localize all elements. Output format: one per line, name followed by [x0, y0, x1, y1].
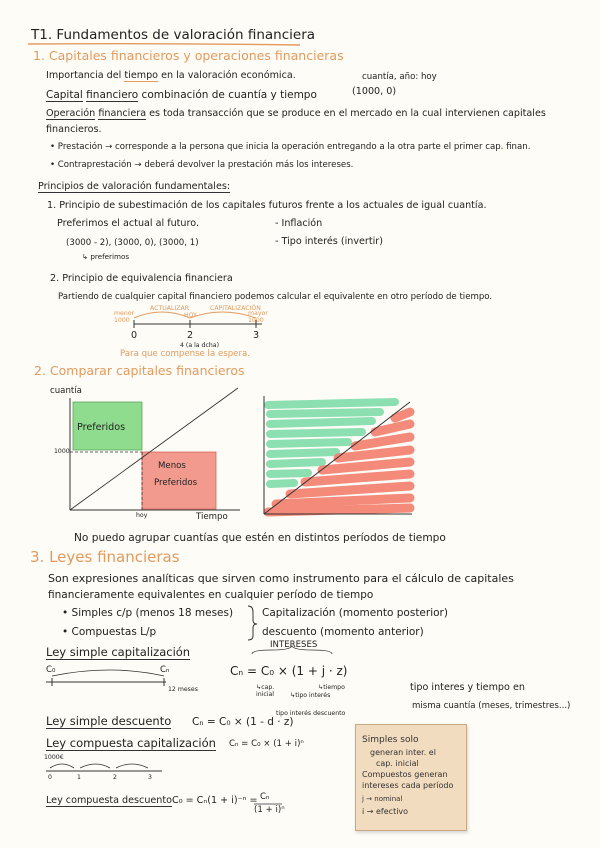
line-capital: Capital financiero combinación de cuantía y tiempo — [46, 89, 317, 101]
right-note-1: tipo interes y tiempo en — [410, 682, 525, 693]
f-tiempo: ↳tiempo — [318, 684, 345, 691]
principle-1-title: 1. Principio de subestimación de los capitales futuros frente a los actuales de igual cuantía. — [47, 200, 487, 211]
leyes-desc-1: Son expresiones analíticas que sirven como instrumento para el cálculo de capitales — [48, 572, 514, 585]
frac-den: (1 + i)ⁿ — [254, 805, 285, 815]
ley-simple-cap-title: Ley simple capitalización — [46, 645, 191, 659]
tl-hoy: HOY — [184, 312, 197, 319]
lcc-tick-3: 3 — [148, 774, 152, 781]
section-3-heading: 3. Leyes financieras — [30, 548, 180, 566]
bullet-compuestas: • Compuestas L/p — [62, 626, 157, 638]
scribble-chart — [264, 396, 412, 514]
axis-1000: 1000 — [54, 448, 70, 455]
formula-compuesta-cap: Cₙ = C₀ × (1 + i)ⁿ — [229, 739, 304, 749]
lsc-cn: Cₙ — [160, 665, 170, 675]
line-operacion: Operación financiera es toda transacción que se produce en el mercado en la cual intervienen capitales — [46, 108, 546, 119]
label-menos-preferidos: Preferidos — [154, 478, 198, 488]
tl-caption: Para que compense la espera. — [120, 349, 250, 359]
section-1-heading: 1. Capitales financieros y operaciones financieras — [33, 48, 344, 63]
intereses-label: INTERESES — [270, 640, 318, 650]
right-note-2: misma cuantía (meses, trimestres...) — [412, 701, 571, 711]
tl-actualizar: ACTUALIZAR — [150, 305, 190, 312]
tl-mayor: mayor 1000 — [248, 310, 268, 324]
section-2-caption: No puedo agrupar cuantías que estén en distintos períodos de tiempo — [74, 532, 446, 544]
f-tipo: ↳tipo interés — [290, 692, 331, 699]
line-operacion-2: financieros. — [46, 124, 102, 135]
note-line-4: Compuestos generan — [362, 770, 448, 779]
lsc-c0: C₀ — [46, 665, 56, 675]
tl-0: 0 — [131, 330, 138, 341]
note-line-2: generan inter. el — [370, 748, 436, 757]
note-line-7: i → efectivo — [362, 807, 409, 816]
lcc-tick-2: 2 — [113, 774, 117, 781]
f-tipo-desc: tipo interés descuento — [276, 710, 346, 717]
ley-simple-desc: Ley simple descuento — [46, 714, 172, 728]
principle-1-tipo: - Tipo interés (invertir) — [275, 236, 383, 247]
sticky-note — [355, 724, 467, 831]
axis-hoy: hoy — [136, 512, 148, 519]
principle-1-pref: Preferimos el actual al futuro. — [57, 218, 199, 229]
anno-cuantia: cuantía, año: hoy — [362, 72, 437, 82]
axis-cuantia: cuantía — [50, 386, 82, 396]
page-title: T1. Fundamentos de valoración financiera — [31, 27, 316, 43]
right-descuento: descuento (momento anterior) — [262, 626, 424, 638]
axis-tiempo: Tiempo — [196, 512, 228, 522]
section-2-heading: 2. Comparar capitales financieros — [34, 363, 245, 378]
ley-compuesta-desc: Ley compuesta descuento — [46, 795, 173, 806]
note-line-3: cap. inicial — [376, 759, 419, 768]
tl-3: 3 — [253, 330, 260, 341]
right-capitalizacion: Capitalización (momento posterior) — [262, 607, 448, 619]
formula-simple-desc: Cₙ = C₀ × (1 - d · z) — [192, 716, 294, 728]
principle-2-title: 2. Principio de equivalencia financiera — [50, 273, 233, 284]
tl-menor: menor 1000 — [114, 310, 135, 324]
frac-num: Cₙ — [260, 792, 270, 802]
lsc-meses: 12 meses — [168, 686, 198, 693]
line-importancia: Importancia del tiempo en la valoración económica. — [46, 70, 296, 81]
bullet-prestacion: • Prestación → corresponde a la persona que inicia la operación entregando a la otra parte el primer cap. finan. — [50, 142, 531, 152]
label-preferidos: Preferidos — [77, 422, 126, 433]
f-cap-inicial: ↳cap. inicial — [256, 684, 275, 698]
leyes-desc-2: financieramente equivalentes en cualquier período de tiempo — [48, 589, 374, 601]
principles-heading: Principios de valoración fundamentales: — [38, 181, 231, 192]
note-line-1: Simples solo — [362, 735, 419, 745]
lcc-1000: 1000€ — [44, 754, 64, 761]
bullet-contraprestacion: • Contraprestación → deberá devolver la prestación más los intereses. — [50, 160, 354, 170]
principle-2-text: Partiendo de cualquier capital financiero podemos calcular el equivalente en otro período de tiempo. — [58, 292, 493, 302]
lcc-tick-0: 0 — [48, 774, 52, 781]
lcc-tick-1: 1 — [77, 774, 81, 781]
note-line-6: j → nominal — [362, 795, 403, 803]
principle-1-arrow: ↳ preferimos — [82, 252, 130, 261]
tl-capitalizacion: CAPITALIZACIÓN — [210, 305, 261, 312]
preference-chart — [70, 388, 240, 510]
principle-1-inflacion: - Inflación — [275, 218, 323, 229]
tl-sub: 4 (a la dcha) — [180, 342, 220, 349]
principle-1-pairs: (3000 - 2), (3000, 0), (3000, 1) — [66, 238, 199, 248]
ley-compuesta-cap: Ley compuesta capitalización — [46, 736, 216, 750]
note-line-5: intereses cada período — [362, 781, 454, 790]
label-menos: Menos — [158, 461, 186, 471]
anno-pair: (1000, 0) — [352, 86, 397, 97]
formula-simple-cap: Cₙ = C₀ × (1 + j · z) — [230, 664, 348, 678]
bullet-simples: • Simples c/p (menos 18 meses) — [62, 607, 234, 619]
tl-2: 2 — [187, 330, 194, 341]
formula-compuesta-desc: C₀ = Cₙ(1 + i)⁻ⁿ = — [172, 795, 258, 806]
